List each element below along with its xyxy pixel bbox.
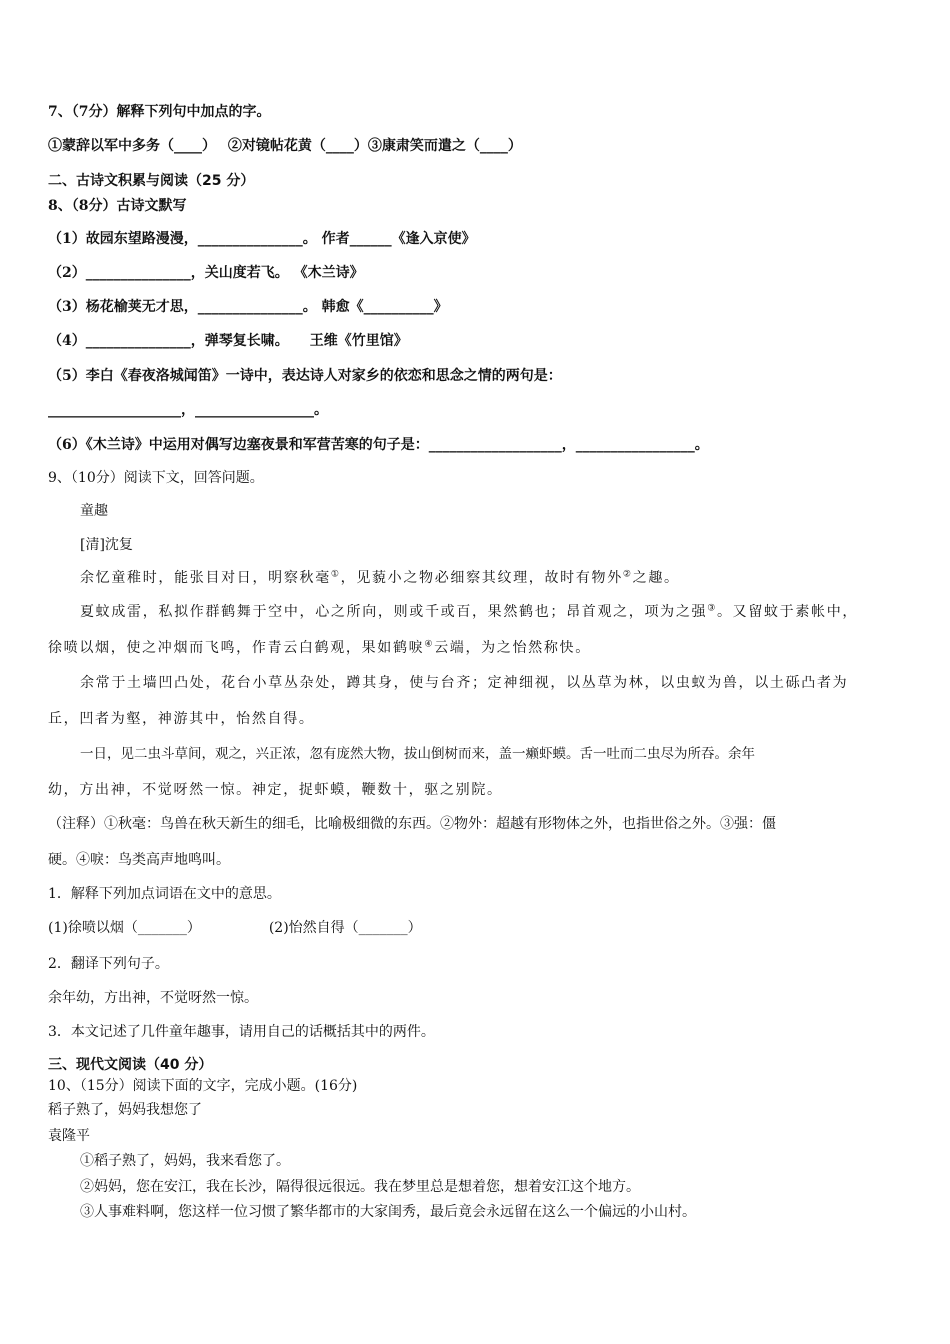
q8-item-4: （4）_______________，弹琴复长啸。 王维《竹里馆》 [48, 333, 408, 349]
q9-paragraph-3-line-1: 余常于土墙凹凸处，花台小草丛杂处，蹲其身，使与台齐；定神细视，以丛草为林，以虫蚁为兽，以土砾凸者为 [80, 675, 849, 691]
q8-item-1: （1）故园东望路漫漫，_______________。 作者______《逢入京使》 [48, 231, 476, 247]
q10-title: 10、（15分）阅读下面的文字，完成小题。(16分) [48, 1078, 358, 1094]
q9-sub-question-1-items [48, 918, 902, 938]
q9-paragraph-3-line-2: 丘，凹者为壑，神游其中，怡然自得。 [48, 711, 315, 727]
section2-title: 二、古诗文积累与阅读（25 分） [48, 173, 255, 189]
q8-item-3: （3）杨花榆荚无才思，_______________。 韩愈《__________》 [48, 299, 448, 315]
q9-notes-line-1: （注释）①秋毫：鸟兽在秋天新生的细毛，比喻极细微的东西。②物外：超越有形物体之外，也指世俗之外。③强：僵 [48, 816, 776, 832]
q9-sub-question-2-sentence: 余年幼，方出神，不觉呀然一惊。 [48, 990, 258, 1006]
q9-sub-question-3: 3．本文记述了几件童年趣事，请用自己的话概括其中的两件。 [48, 1024, 435, 1040]
q9-title: 9、（10分）阅读下文，回答问题。 [48, 470, 264, 486]
section3-title: 三、现代文阅读（40 分） [48, 1057, 213, 1073]
q9-paragraph-1: 余忆童稚时，能张目对日，明察秋毫①，见藐小之物必细察其纹理，故时有物外②之趣。 [80, 569, 680, 586]
q8-item-5: （5）李白《春夜洛城闻笛》一诗中，表达诗人对家乡的依恋和思念之情的两句是： [48, 368, 562, 384]
q9-sub-question-1: 1．解释下列加点词语在文中的意思。 [48, 886, 281, 902]
q10-paragraph-3: ③人事难料啊，您这样一位习惯了繁华都市的大家闺秀，最后竟会永远留在这么一个偏远的小山村。 [80, 1204, 696, 1220]
q10-paragraph-2: ②妈妈，您在安江，我在长沙，隔得很远很远。我在梦里总是想着您，想着安江这个地方。 [80, 1179, 640, 1195]
q9-paragraph-2-line-2: 徐喷以烟，使之冲烟而飞鸣，作青云白鹤观，果如鹤唳④云端，为之怡然称快。 [48, 639, 591, 656]
q9-notes-line-2: 硬。④唳：鸟类高声地鸣叫。 [48, 852, 230, 868]
q7-title: 7、（7分）解释下列句中加点的字。 [48, 104, 271, 120]
q8-title: 8、（8分）古诗文默写 [48, 198, 187, 214]
q8-item-5-blanks: ___________________，_________________。 [48, 402, 328, 418]
q9-paragraph-4-line-1: 一日，见二虫斗草间，观之，兴正浓，忽有庞然大物，拔山倒树而来，盖一癞虾蟆。舌一吐而二虫尽为所吞。余年 [80, 746, 755, 762]
q9-sub1-item-a: (1)徐喷以烟（_______） [48, 920, 201, 936]
q10-paragraph-1: ①稻子熟了，妈妈，我来看您了。 [80, 1153, 290, 1169]
q10-article-title: 稻子熟了，妈妈我想您了 [48, 1102, 202, 1118]
q9-sub1-item-b: (2)怡然自得（_______） [268, 920, 422, 936]
q10-author: 袁隆平 [48, 1128, 90, 1144]
q8-item-6: （6）《木兰诗》中运用对偶写边塞夜景和军营苦寒的句子是：___________________，_________________。 [48, 437, 709, 453]
q9-author: [清]沈复 [80, 537, 133, 553]
q9-paragraph-2-line-1: 夏蚊成雷，私拟作群鹤舞于空中，心之所向，则或千或百，果然鹤也；昂首观之，项为之强③。又留蚊于素帐中， [80, 603, 859, 620]
q9-paragraph-4-line-2: 幼，方出神，不觉呀然一惊。神定，捉虾蟆，鞭数十，驱之别院。 [48, 782, 503, 798]
q9-article-title: 童趣 [80, 503, 108, 519]
q7-blanks-line: ①蒙辞以军中多务（____） ②对镜帖花黄（____）③康肃笑而遣之（____） [48, 138, 522, 154]
q9-sub-question-2: 2．翻译下列句子。 [48, 956, 169, 972]
q8-item-2: （2）_______________，关山度若飞。 《木兰诗》 [48, 265, 364, 281]
